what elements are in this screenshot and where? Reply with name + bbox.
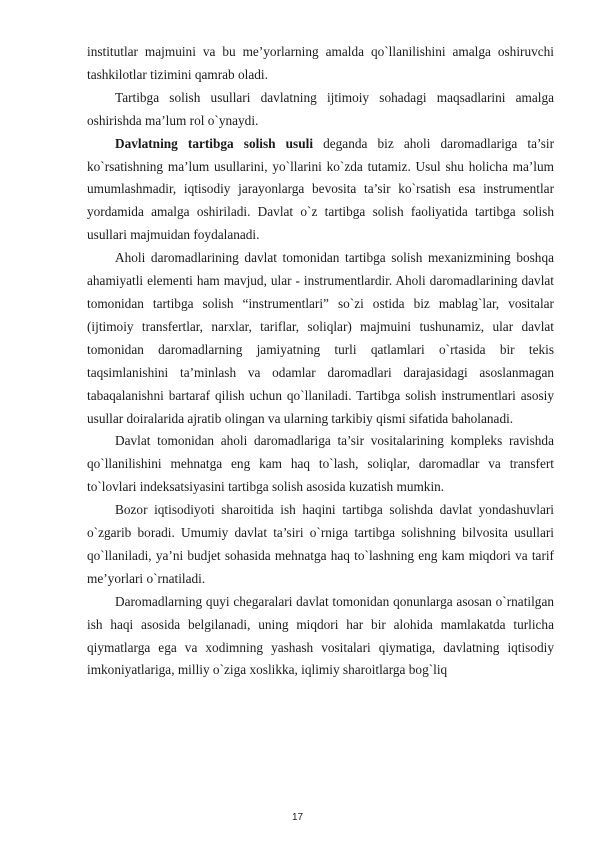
paragraph-7 (87, 591, 554, 683)
paragraph-3-term: Davlatning tartibga solish usuli (115, 135, 314, 151)
paragraph-6-text: Bozor iqtisodiyoti sharoitida ish haqini tartibga solishda davlat yondashuvlari o`zgarib boradi. Umumiy davlat ta’siri o`rniga tartibga solishning bilvosita usullari qo`llaniladi, ya’ni budjet sohasida mehnatga haq to`lashning eng kam miqdori va tarif me’yorlari o`rnatiladi. (87, 502, 554, 586)
paragraph-5-text: Davlat tomonidan aholi daromadlariga ta’sir vositalarining kompleks ravishda qo`llanilishini mehnatga eng kam haq to`lash, soliqlar, daromadlar va transfert to`lovlari indeksatsiyasini tartibga solish asosida kuzatish mumkin. (87, 433, 554, 495)
document-body (87, 41, 554, 682)
paragraph-7-text: Daromadlarning quyi chegaralari davlat tomonidan qonunlarga asosan o`rnatilgan ish haqi asosida belgilanadi, uning miqdori har bir alohida mamlakatda turlicha qiymatlarga ega va xodimning yashash vositalari qiymatiga, davlatning iqtisodiy imkoniyatlariga, milliy o`ziga xoslikka, iqlimiy sharoitlarga bog`liq (87, 593, 554, 678)
paragraph-2-text: Tartibga solish usullari davlatning ijtimoiy sohadagi maqsadlarini amalga oshirishda ma’lum rol o`ynaydi. (87, 89, 554, 128)
paragraph-1 (87, 41, 554, 87)
paragraph-3 (87, 133, 554, 248)
paragraph-1-text: institutlar majmuini va bu me’yorlarning amalda qo`llanilishini amalga oshiruvchi tashkilotlar tizimini qamrab oladi. (87, 44, 554, 82)
paragraph-4 (87, 247, 554, 430)
paragraph-5 (87, 430, 554, 499)
paragraph-2 (87, 87, 554, 133)
page-number: 17 (291, 812, 304, 823)
paragraph-4-text: Aholi daromadlarining davlat tomonidan tartibga solish mexanizmining boshqa ahamiyatli elementi ham mavjud, ular - instrumentlardir. Aholi daromadlarining davlat tomonidan tartibga solish “instrumentlari” so`zi ostida biz mablag`lar, vositalar (ijtimoiy transfertlar, narxlar, tariflar, soliqlar) majmuini tushunamiz, ular davlat tomonidan daromadlarning jamiyatning turli qatlamlari o`rtasida bir tekis taqsimlanishini ta’minlash va odamlar daromadlari darajasidagi asoslanmagan tabaqalanishni bartaraf qilish uchun qo`llaniladi. Tartibga solish instrumentlari asosiy usullar doiralarida ajratib olingan va ularning tarkibiy qismi sifatida baholanadi. (87, 250, 554, 426)
paragraph-6 (87, 499, 554, 591)
paragraph-3-text: deganda biz aholi daromadlariga ta’sir ko`rsatishning ma’lum usullarini, yo`llarini ko`zda tutamiz. Usul shu holicha ma’lum umumlashmadir, iqtisodiy jarayonlarga bevosita ta’sir ko`rsatish esa instrumentlar yordamida amalga oshiriladi. Davlat o`z tartibga solish faoliyatida tartibga solish usullari majmuidan foydalanadi. (87, 135, 554, 243)
